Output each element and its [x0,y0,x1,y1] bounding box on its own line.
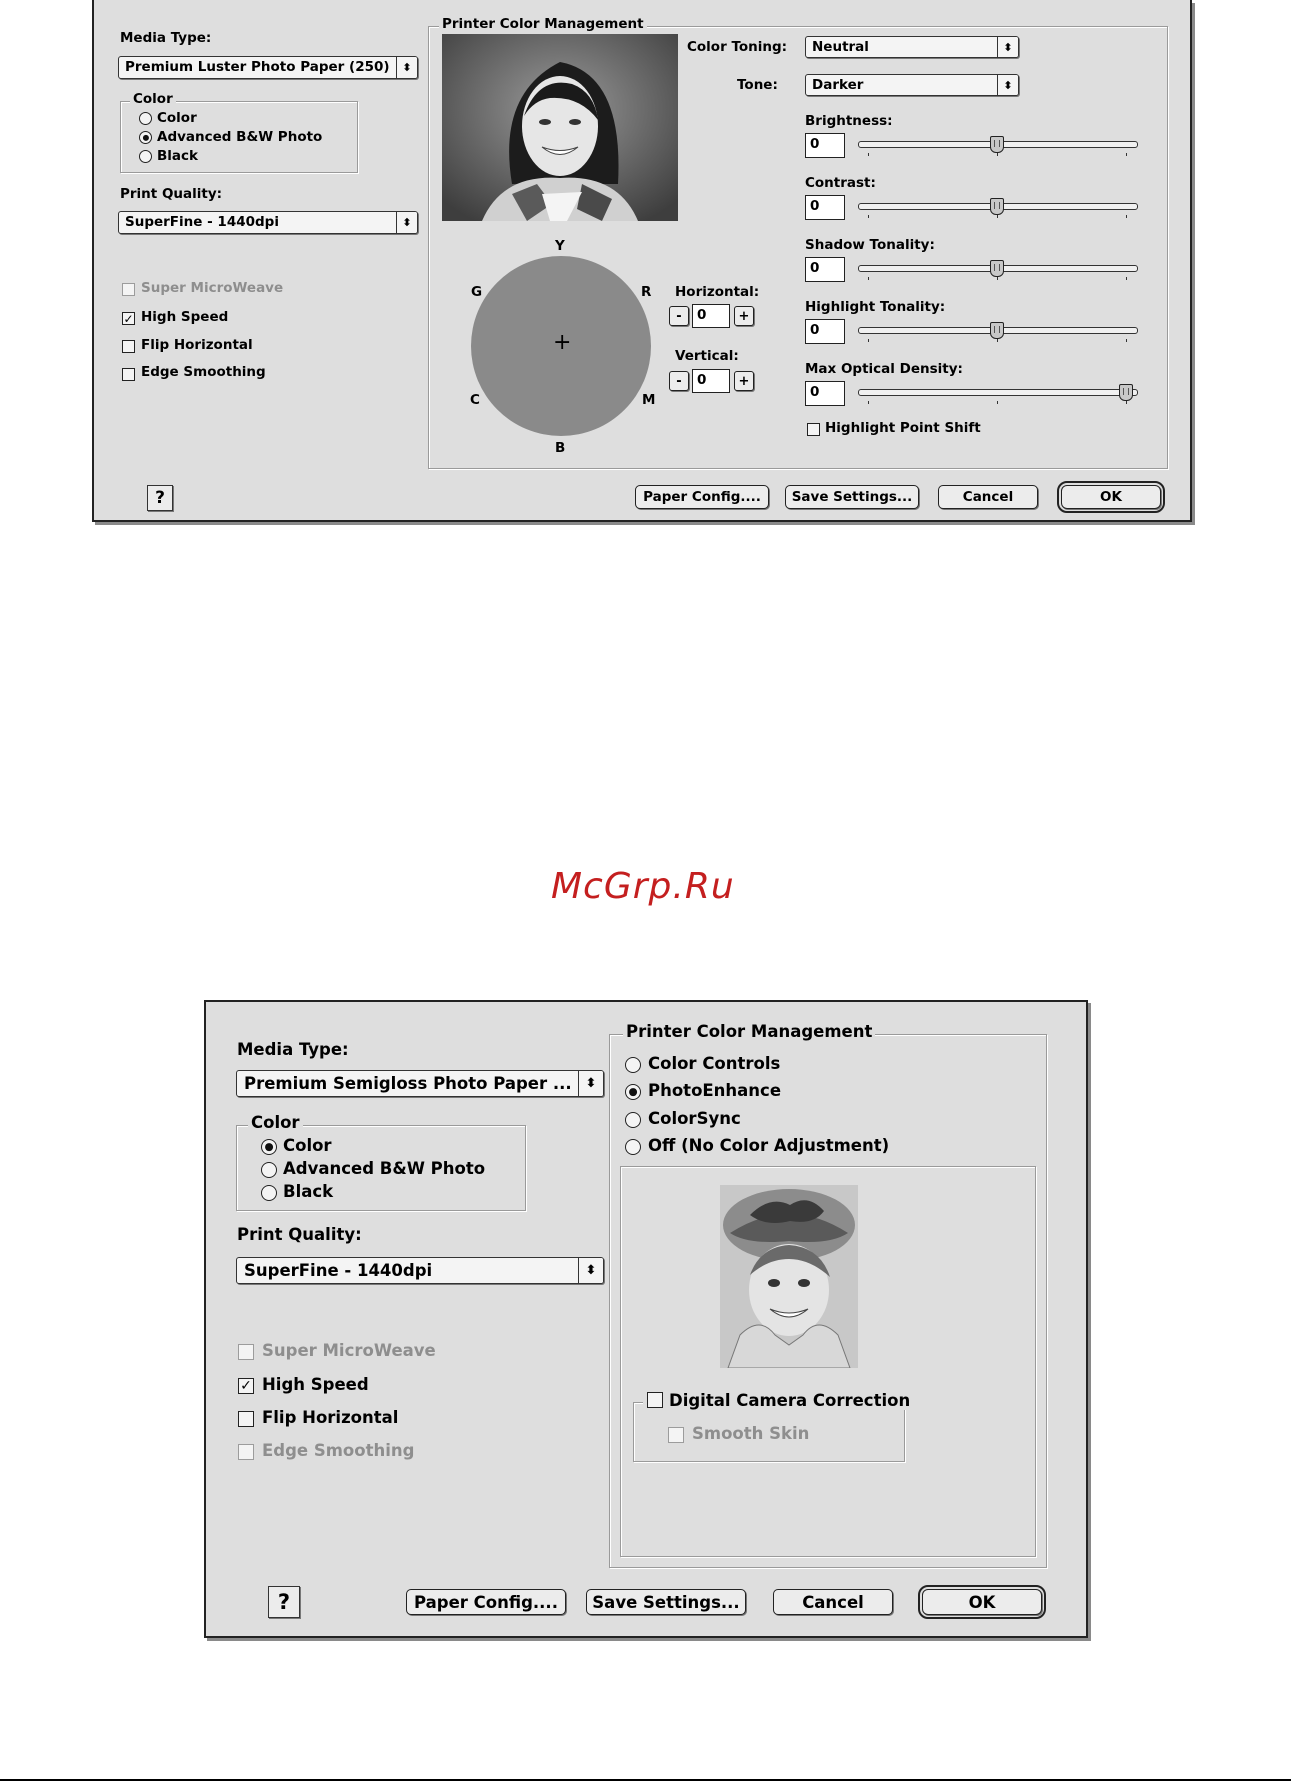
help-button[interactable]: ? [147,485,173,511]
slider-tick [1126,215,1127,218]
popup-arrows-icon: ⬍ [997,75,1018,95]
print-quality-popup[interactable] [236,1257,604,1284]
edge-smoothing-checkbox[interactable] [122,368,135,381]
super-microweave-checkbox[interactable] [122,283,135,296]
horizontal-label: Horizontal: [675,284,760,300]
shadow-tonality-field[interactable]: 0 [805,257,845,282]
flip-horizontal-label: Flip Horizontal [262,1408,399,1427]
popup-arrows-icon: ⬍ [396,212,417,233]
child-portrait-image [720,1185,858,1368]
tone-popup[interactable] [805,74,1019,96]
highlight-tonality-slider-thumb[interactable] [990,322,1004,339]
print-quality-label: Print Quality: [237,1225,362,1244]
slider-tick [868,153,869,156]
super-microweave-checkbox[interactable] [238,1344,254,1360]
radio-black-label: Black [283,1182,334,1201]
radio-color[interactable] [139,112,152,125]
radio-colorsync[interactable] [625,1112,641,1128]
radio-color-label: Color [157,110,197,126]
wheel-center-crosshair[interactable]: + [553,330,572,355]
portrait-image [442,34,678,221]
digital-camera-correction-label: Digital Camera Correction [669,1391,911,1410]
color-group-title: Color [248,1113,303,1132]
color-group-title: Color [130,91,176,107]
cancel-button[interactable]: Cancel [938,485,1038,509]
highlight-tonality-field[interactable]: 0 [805,319,845,344]
high-speed-checkbox[interactable]: ✓ [123,311,134,326]
vertical-minus-button[interactable]: - [669,371,689,391]
radio-advanced-bw-photo-label: Advanced B&W Photo [157,129,323,145]
wheel-label-b: B [555,440,566,456]
cancel-button[interactable]: Cancel [773,1589,893,1615]
paper-config-button[interactable]: Paper Config.... [635,485,769,509]
media-type-label: Media Type: [120,30,212,46]
high-speed-label: High Speed [262,1375,369,1394]
horizontal-minus-button[interactable]: - [669,306,689,326]
color-toning-label: Color Toning: [687,39,788,55]
printer-color-management-title: Printer Color Management [623,1022,875,1041]
flip-horizontal-label: Flip Horizontal [141,337,253,353]
radio-off-no-color-adjustment-label: Off (No Color Adjustment) [648,1136,890,1155]
super-microweave-label: Super MicroWeave [262,1341,436,1360]
slider-tick [1126,401,1127,404]
color-toning-popup[interactable] [805,36,1019,58]
vertical-label: Vertical: [675,348,739,364]
radio-black[interactable] [139,150,152,163]
print-quality-value: SuperFine - 1440dpi [244,1261,433,1280]
horizontal-value-field[interactable]: 0 [692,304,730,328]
printer-color-management-title: Printer Color Management [439,16,647,32]
radio-color[interactable] [261,1139,277,1155]
edge-smoothing-label: Edge Smoothing [141,364,266,380]
ok-button[interactable]: OK [922,1589,1042,1615]
radio-black[interactable] [261,1185,277,1201]
wheel-label-r: R [641,284,652,300]
horizontal-plus-button[interactable]: + [734,306,754,326]
wheel-label-c: C [470,392,480,408]
shadow-tonality-slider-thumb[interactable] [990,260,1004,277]
radio-advanced-bw-photo[interactable] [261,1162,277,1178]
slider-tick [997,401,998,404]
slider-tick [1126,277,1127,280]
radio-color-controls[interactable] [625,1057,641,1073]
media-type-popup[interactable] [118,56,418,79]
max-optical-density-track[interactable] [858,389,1138,396]
highlight-point-shift-checkbox[interactable] [807,423,820,436]
radio-photoenhance[interactable] [625,1084,641,1100]
help-button[interactable]: ? [268,1586,300,1618]
radio-color-controls-label: Color Controls [648,1054,781,1073]
wheel-label-y: Y [555,238,565,254]
radio-black-label: Black [157,148,199,164]
wheel-label-m: M [642,392,656,408]
high-speed-label: High Speed [141,309,229,325]
watermark-text: McGrp.Ru [551,866,735,907]
radio-off-no-color-adjustment[interactable] [625,1139,641,1155]
paper-config-button[interactable]: Paper Config.... [406,1589,566,1615]
contrast-slider-thumb[interactable] [990,198,1004,215]
digital-camera-correction-title [643,1391,914,1410]
slider-tick [997,277,998,280]
slider-tick [1126,153,1127,156]
media-type-label: Media Type: [237,1040,349,1059]
slider-tick [868,401,869,404]
save-settings-button[interactable]: Save Settings... [785,485,919,509]
tone-value: Darker [812,77,864,93]
popup-arrows-icon: ⬍ [578,1071,603,1096]
max-optical-density-slider-thumb[interactable] [1119,384,1133,401]
brightness-field[interactable]: 0 [805,133,845,158]
radio-photoenhance-label: PhotoEnhance [648,1081,782,1100]
contrast-label: Contrast: [805,175,876,191]
edge-smoothing-label: Edge Smoothing [262,1441,415,1460]
radio-color-label: Color [283,1136,332,1155]
radio-colorsync-label: ColorSync [648,1109,741,1128]
max-optical-density-label: Max Optical Density: [805,361,963,377]
media-type-popup[interactable] [236,1070,604,1097]
save-settings-button[interactable]: Save Settings... [586,1589,746,1615]
tone-label: Tone: [737,77,778,93]
slider-tick [997,153,998,156]
highlight-tonality-label: Highlight Tonality: [805,299,946,315]
slider-tick [997,339,998,342]
print-quality-label: Print Quality: [120,186,223,202]
media-type-value: Premium Semigloss Photo Paper ... [244,1074,572,1093]
preview-photo [442,34,678,221]
high-speed-checkbox[interactable]: ✓ [238,1378,254,1394]
color-toning-value: Neutral [812,39,869,55]
contrast-field[interactable]: 0 [805,195,845,220]
preview-photo [720,1185,858,1368]
wheel-label-g: G [471,284,483,300]
print-quality-value: SuperFine - 1440dpi [125,214,279,230]
highlight-point-shift-label: Highlight Point Shift [825,420,981,436]
radio-advanced-bw-photo[interactable] [139,131,152,144]
vertical-value-field[interactable]: 0 [692,369,730,393]
slider-tick [997,215,998,218]
ok-button[interactable]: OK [1061,485,1161,509]
brightness-slider-thumb[interactable] [990,136,1004,153]
slider-tick [1126,339,1127,342]
flip-horizontal-checkbox[interactable] [122,340,135,353]
media-type-value: Premium Luster Photo Paper (250) [125,59,390,75]
popup-arrows-icon: ⬍ [396,57,417,78]
radio-advanced-bw-photo-label: Advanced B&W Photo [283,1159,486,1178]
shadow-tonality-label: Shadow Tonality: [805,237,935,253]
brightness-label: Brightness: [805,113,893,129]
slider-tick [868,215,869,218]
vertical-plus-button[interactable]: + [734,371,754,391]
digital-camera-correction-checkbox[interactable] [647,1392,663,1408]
edge-smoothing-checkbox[interactable] [238,1444,254,1460]
super-microweave-label: Super MicroWeave [141,280,284,296]
print-quality-popup[interactable] [118,211,418,234]
print-settings-dialog-photoenhance [204,1000,1088,1638]
max-optical-density-field[interactable]: 0 [805,381,845,406]
page-bottom-rule [0,1779,1291,1781]
popup-arrows-icon: ⬍ [997,37,1018,57]
print-settings-dialog-advanced-bw [92,0,1192,522]
smooth-skin-label: Smooth Skin [692,1424,810,1443]
slider-tick [868,339,869,342]
smooth-skin-checkbox[interactable] [668,1427,684,1443]
popup-arrows-icon: ⬍ [578,1258,603,1283]
flip-horizontal-checkbox[interactable] [238,1411,254,1427]
slider-tick [868,277,869,280]
